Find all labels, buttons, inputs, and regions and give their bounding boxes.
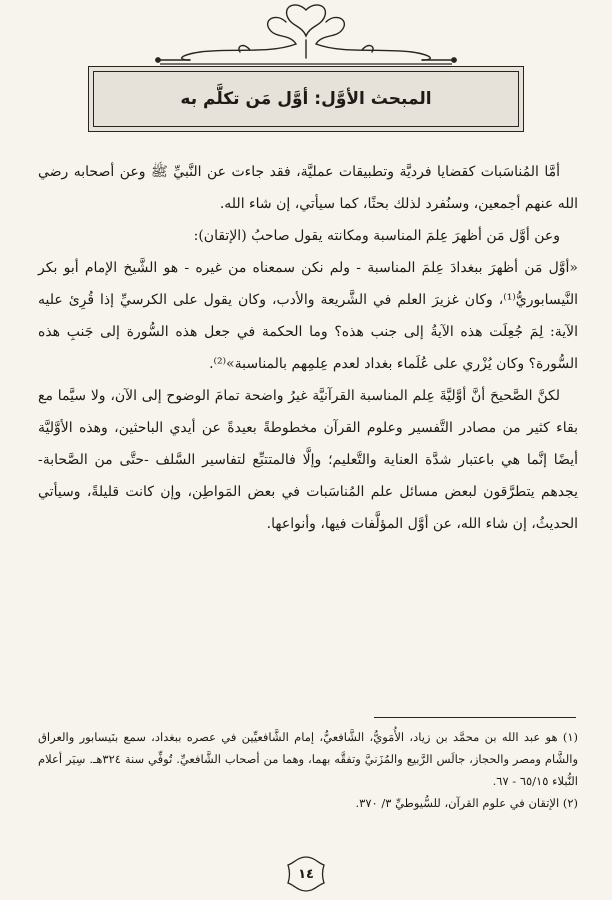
page-number-text: ١٤ [298, 866, 314, 882]
section-title: المبحث الأوَّل: أوَّل مَن تكلَّم به [180, 89, 432, 109]
paragraph: وعن أوَّل مَن أظهرَ عِلمَ المناسبة ومكانته يقول صاحبُ (الإتقان): [193, 228, 560, 244]
footnote: (١) هو عبد الله بن محمَّد بن زياد، الأُمَويُّ، الشَّافعيُّ، إمام الشَّافعيِّين في عصره ببغداد، سمع بنَيسابور والعراق والشَّام ومصر والحجاز، جالَس الرَّبيع والمُزَنيَّ وتفقَّه بهما، وهما من أصحاب الشَّافعيِّ. تُوفِّي سنة ٣٢٤هـ. سِيَر أعلام النُّبلاء ٦٥/١٥ - ٦٧. [38, 730, 579, 788]
quoted-paragraph: «أوَّل مَن أظهرَ ببغدادَ عِلمَ المناسبة - ولم نكن سمعناه من غيره - هو الشَّيخ الإمام أبو بكر النَّيسابوريُّ⁽¹⁾، وكان غزيرَ العلم في الشَّريعة والأدب، وكان يقول على الكرسيِّ إذا قُرِئ عليه الآية: لِمَ جُعِلَت هذه الآيةُ إلى جنب هذه؟ وما الحكمة في جعل هذه السُّورة إلى جَنبِ هذه السُّورة؟ وكان يُزْري على عُلَماء بغداد لعدم عِلمِهم بالمناسبة»⁽²⁾. [38, 260, 578, 372]
floral-ornament-icon [0, 0, 612, 70]
footnote: (٢) الإتقان في علوم القرآن، للسُّيوطيِّ ٣/ ٣٧٠. [355, 796, 578, 810]
main-text [38, 156, 578, 540]
paragraph: أمَّا المُناسَبات كقضايا فرديَّة وتطبيقات عمليَّة، فقد جاءت عن النَّبيِّ ﷺ وعن أصحابه رضي الله عنهم أجمعين، وسنُفرد لذلك بحثًا، كما سيأتي، إن شاء الله. [38, 164, 578, 212]
footnotes [38, 726, 578, 814]
section-title-box [88, 66, 524, 132]
paragraph: لكنَّ الصَّحيحَ أنَّ أوَّليَّةَ عِلم المناسبة القرآنيَّة غيرُ واضحة تمامَ الوضوح إلى الآن، ولا سيَّما مع بقاء كثير من مصادر التَّفسير وعلوم القرآن مخطوطةً بعيدةً عن أيدي الباحثين، وهذه الأوَّليَّة أيضًا إنَّما هي باعتبار شدَّة العناية والتَّعليم؛ وإلَّا فالمتتبِّع لتفاسير السَّلف -حتَّى من الصَّحابة- يجدهم يتطرَّقون لبعض مسائل علم المُناسَبات في بعض المَواطِن، وإن كانت قليلةً، وسيأتي الحديثُ، إن شاء الله، عن أوَّل المؤلَّفات فيها، وأنواعها. [38, 388, 578, 532]
footnote-divider [374, 717, 576, 718]
page-number [284, 854, 328, 894]
